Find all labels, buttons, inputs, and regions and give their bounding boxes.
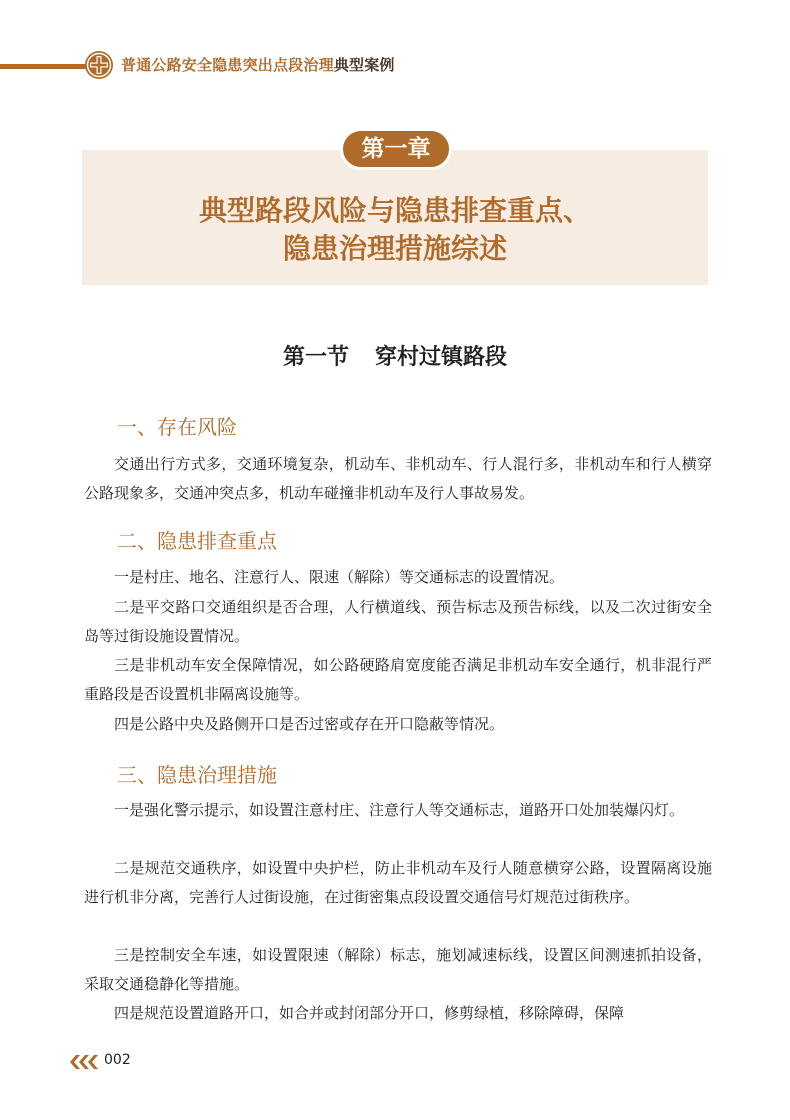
- heading-risks: 一、存在风险: [117, 415, 237, 439]
- chapter-title-line-1: 典型路段风险与隐患排查重点、: [198, 194, 591, 227]
- chapter-title: [82, 192, 708, 268]
- header-rule: [0, 64, 92, 69]
- paragraph: 一是强化警示提示，如设置注意村庄、注意行人等交通标志，道路开口处加装爆闪灯。: [114, 801, 685, 819]
- paragraph: 一是村庄、地名、注意行人、限速（解除）等交通标志的设置情况。: [114, 568, 565, 586]
- section-title: [0, 340, 790, 371]
- running-header: [121, 54, 395, 75]
- publisher-logo-icon: [84, 50, 114, 80]
- paragraph: 交通出行方式多，交通环境复杂，机动车、非机动车、行人混行多，非机动车和行人横穿公路现象多，交通冲突点多，机动车碰撞非机动车及行人事故易发。: [84, 455, 712, 502]
- chapter-badge: 第一章: [340, 128, 452, 170]
- heading-inspection-focus: 二、隐患排查重点: [117, 529, 277, 553]
- section-number: 第一节: [282, 344, 349, 370]
- running-header-subtitle: 典型案例: [333, 56, 395, 74]
- paragraph: 三是非机动车安全保障情况，如公路硬路肩宽度能否满足非机动车安全通行，机非混行严重路段是否设置机非隔离设施等。: [84, 656, 712, 703]
- paragraph: 四是公路中央及路侧开口是否过密或存在开口隐蔽等情况。: [114, 715, 505, 733]
- paragraph: 四是规范设置道路开口，如合并或封闭部分开口，修剪绿植，移除障碍，保障: [114, 1004, 625, 1022]
- page-number: 002: [104, 1052, 131, 1068]
- paragraph: 二是平交路口交通组织是否合理，人行横道线、预告标志及预告标线，以及二次过街安全岛等过街设施设置情况。: [84, 598, 712, 645]
- chevrons-left-icon: [66, 1055, 100, 1069]
- section-name: 穿村过镇路段: [375, 344, 508, 370]
- heading-remediation-measures: 三、隐患治理措施: [117, 763, 277, 787]
- paragraph: 二是规范交通秩序，如设置中央护栏，防止非机动车及行人随意横穿公路，设置隔离设施进行机非分离，完善行人过街设施，在过街密集点段设置交通信号灯规范过街秩序。: [84, 859, 712, 906]
- running-header-title: 普通公路安全隐患突出点段治理: [121, 56, 334, 74]
- paragraph: 三是控制安全车速，如设置限速（解除）标志，施划减速标线，设置区间测速抓拍设备，采取交通稳静化等措施。: [84, 946, 712, 993]
- chapter-title-line-2: 隐患治理措施综述: [282, 232, 507, 265]
